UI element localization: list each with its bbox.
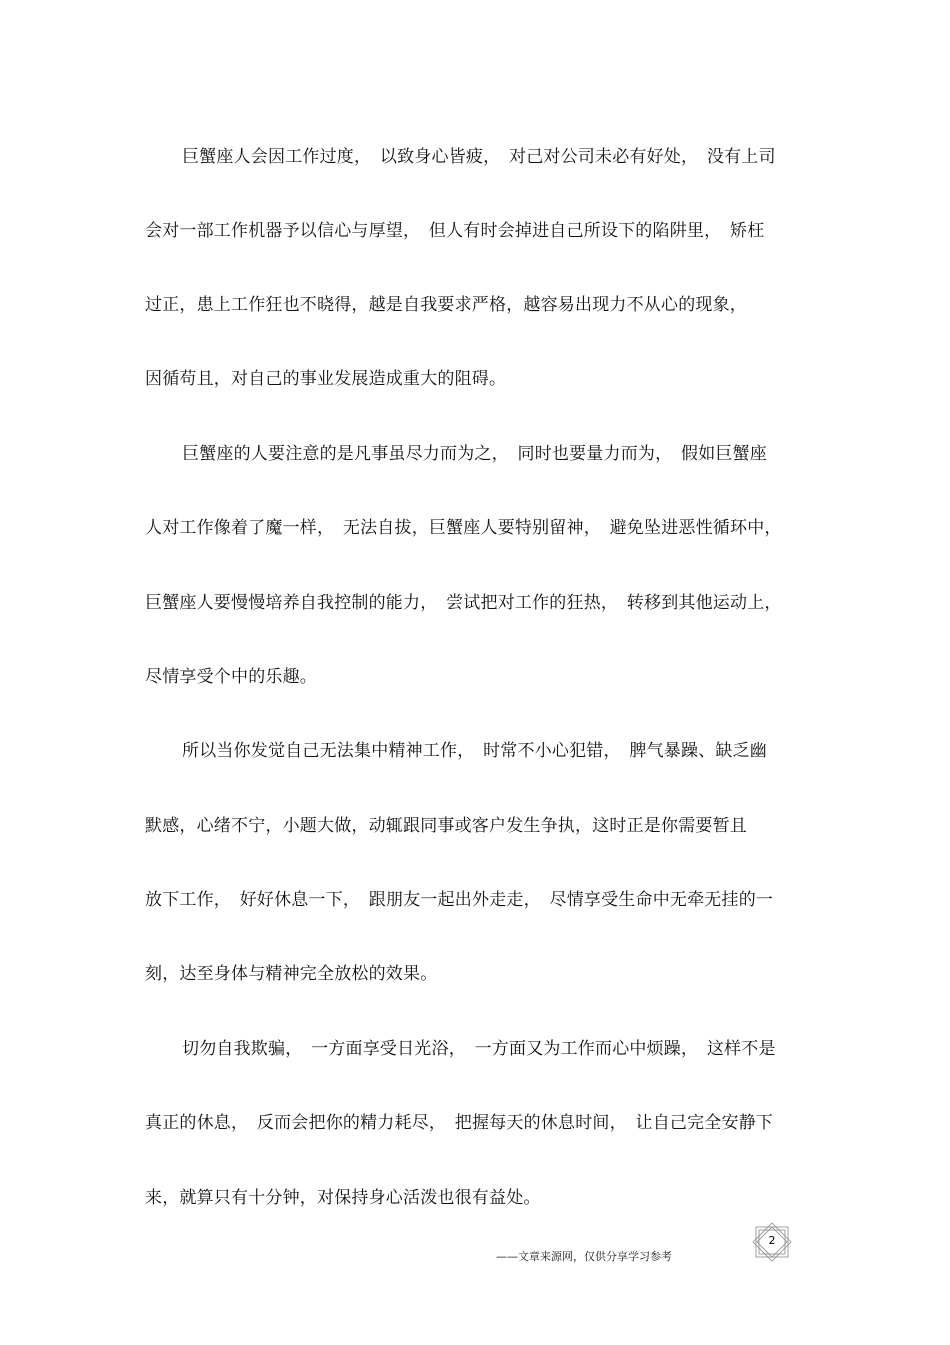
- page-number: 2: [768, 1234, 776, 1247]
- paragraph-2-line-1: 巨蟹座的人要注意的是凡事虽尽力而为之， 同时也要量力而为， 假如巨蟹座: [182, 444, 767, 464]
- paragraph-2-line-2: 人对工作像着了魔一样， 无法自拔，巨蟹座人要特别留神， 避免坠进恶性循环中，: [145, 518, 782, 538]
- paragraph-2-line-3: 巨蟹座人要慢慢培养自我控制的能力， 尝试把对工作的狂热， 转移到其他运动上，: [145, 593, 782, 613]
- paragraph-1-line-3: 过正，患上工作狂也不晓得，越是自我要求严格，越容易出现力不从心的现象，: [145, 295, 747, 315]
- paragraph-1-line-4: 因循苟且，对自己的事业发展造成重大的阻碍。: [145, 369, 507, 389]
- paragraph-3-line-2: 默感，心绪不宁，小题大做，动辄跟同事或客户发生争执，这时正是你需要暂且: [145, 816, 747, 836]
- paragraph-1-line-1: 巨蟹座人会因工作过度， 以致身心皆疲， 对己对公司未必有好处， 没有上司: [182, 147, 776, 167]
- paragraph-4-line-3: 来，就算只有十分钟，对保持身心活泼也很有益处。: [145, 1188, 541, 1208]
- paragraph-4-line-2: 真正的休息， 反而会把你的精力耗尽， 把握每天的休息时间， 让自己完全安静下: [145, 1113, 774, 1133]
- paragraph-3-line-3: 放下工作， 好好休息一下， 跟朋友一起出外走走， 尽情享受生命中无牵无挂的一: [145, 890, 774, 910]
- source-note: ——文章来源网，仅供分享学习参考: [496, 1250, 672, 1263]
- paragraph-2-line-4: 尽情享受个中的乐趣。: [145, 667, 317, 687]
- paragraph-1-line-2: 会对一部工作机器予以信心与厚望， 但人有时会掉进自己所设下的陷阱里， 矫枉: [145, 221, 765, 241]
- paragraph-4-line-1: 切勿自我欺骗， 一方面享受日光浴， 一方面又为工作而心中烦躁， 这样不是: [182, 1039, 776, 1059]
- paragraph-3-line-4: 刻，达至身体与精神完全放松的效果。: [145, 964, 438, 984]
- paragraph-3-line-1: 所以当你发觉自己无法集中精神工作， 时常不小心犯错， 脾气暴躁、缺乏幽: [182, 741, 767, 761]
- page-number-badge: [751, 1222, 793, 1262]
